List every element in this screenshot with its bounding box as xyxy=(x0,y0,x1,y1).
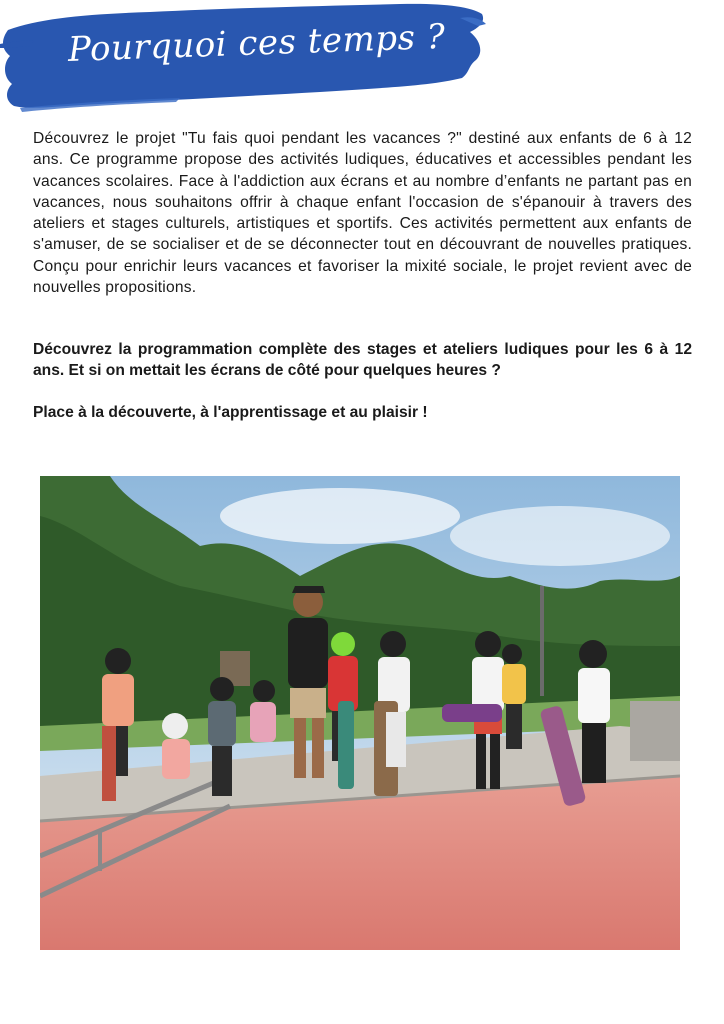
discovery-highlight: Place à la découverte, à l'apprentissage et au plaisir ! xyxy=(33,404,428,421)
page-title: Pourquoi ces temps ? xyxy=(67,16,447,70)
title-banner xyxy=(0,0,490,120)
programme-highlight: Découvrez la programmation complète des stages et ateliers ludiques pour les 6 à 12 ans. Et si on mettait les écrans de côté pour quelques heures ? xyxy=(33,341,692,380)
skatepark-photo xyxy=(40,476,680,950)
intro-paragraph: Découvrez le projet "Tu fais quoi pendant les vacances ?" destiné aux enfants de 6 à 12 ans. Ce programme propose des activités ludiques, éducatives et accessibles pendant les vacances scolaires. Face à l'addiction aux écrans et au nombre d’enfants ne partant pas en vacances, nous souhaitons offrir à chaque enfant l'occasion de s'épanouir à travers des ateliers et stages culturels, artistiques et sportifs. Ces activités permettent aux enfants de s'amuser, de se socialiser et de se déconnecter tout en découvrant de nouvelles pratiques. Conçu pour enrichir leurs vacances et favoriser la mixité sociale, le projet revient avec de nouvelles propositions. xyxy=(33,130,692,297)
